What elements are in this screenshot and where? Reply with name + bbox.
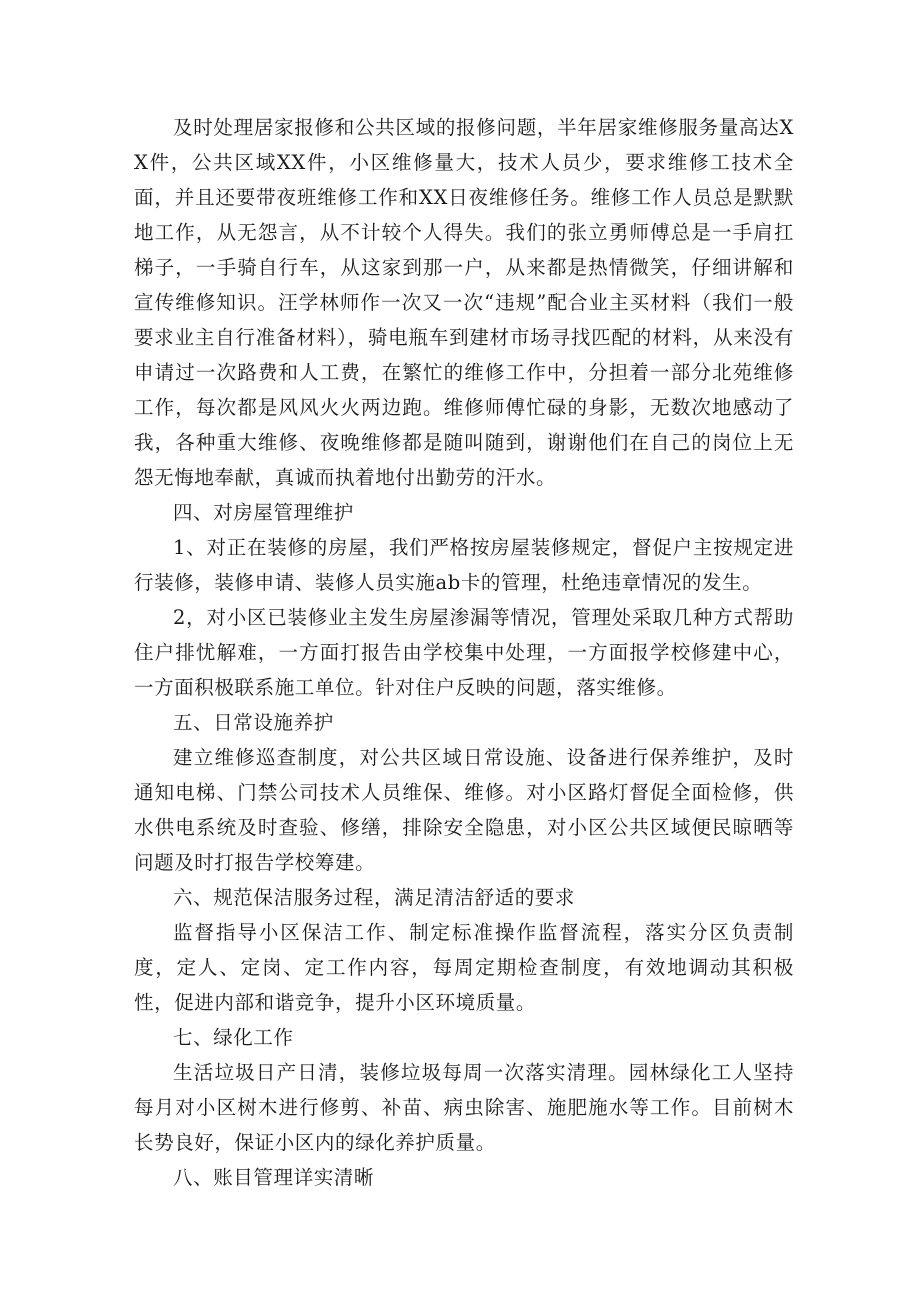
paragraph-repair-service: 及时处理居家报修和公共区域的报修问题，半年居家维修服务量高达XX件，公共区域XX件，小区维修量大，技术人员少，要求维修工技术全面，并且还要带夜班维修工作和XX日夜维修任务。维修工作人员总是默默地工作，从无怨言，从不计较个人得失。我们的张立勇师傅总是一手肩扛梯子，一手骑自行车，从这家到那一户，从来都是热情微笑，仔细讲解和宣传维修知识。汪学林师作一次又一次“违规”配合业主买材料（我们一般要求业主自行准备材料），骑电瓶车到建材市场寻找匹配的材料，从来没有申请过一次路费和人工费，在繁忙的维修工作中，分担着一部分北苑维修工作，每次都是风风火火两边跑。维修师傅忙碌的身影，无数次地感动了我，各种重大维修、夜晚维修都是随叫随到，谢谢他们在自己的岗位上无怨无悔地奉献，真诚而执着地付出勤劳的汗水。 [134, 116, 794, 489]
heading-accounts-management: 八、账目管理详实清晰 [173, 1166, 375, 1189]
paragraph-cleaning-supervision: 监督指导小区保洁工作、制定标准操作监督流程，落实分区负责制度，定人、定岗、定工作内容，每周定期检查制度，有效地调动其积极性，促进内部和谐竞争，提升小区环境质量。 [134, 921, 794, 1014]
paragraph-greening-details: 生活垃圾日产日清，装修垃圾每周一次落实清理。园林绿化工人坚持每月对小区树木进行修剪、补苗、病虫除害、施肥施水等工作。目前树木长势良好，保证小区内的绿化养护质量。 [134, 1061, 794, 1154]
heading-cleaning-service: 六、规范保洁服务过程，满足清洁舒适的要求 [173, 886, 576, 909]
heading-facility-care: 五、日常设施养护 [173, 711, 334, 734]
paragraph-leak-handling: 2，对小区已装修业主发生房屋渗漏等情况，管理处采取几种方式帮助住户排忧解难，一方面打报告由学校集中处理，一方面报学校修建中心，一方面积极联系施工单位。针对住户反映的问题，落实维修。 [134, 606, 794, 699]
paragraph-inspection-system: 建立维修巡查制度，对公共区域日常设施、设备进行保养维护，及时通知电梯、门禁公司技术人员维保、维修。对小区路灯督促全面检修，供水供电系统及时查验、修缮，排除安全隐患，对小区公共区域便民晾晒等问题及时打报告学校筹建。 [134, 746, 794, 874]
paragraph-renovation-rules: 1、对正在装修的房屋，我们严格按房屋装修规定，督促户主按规定进行装修，装修申请、装修人员实施ab卡的管理，杜绝违章情况的发生。 [134, 536, 794, 594]
document-body [134, 110, 794, 1195]
heading-greening-work: 七、绿化工作 [173, 1026, 294, 1049]
heading-house-maintenance: 四、对房屋管理维护 [173, 501, 354, 524]
